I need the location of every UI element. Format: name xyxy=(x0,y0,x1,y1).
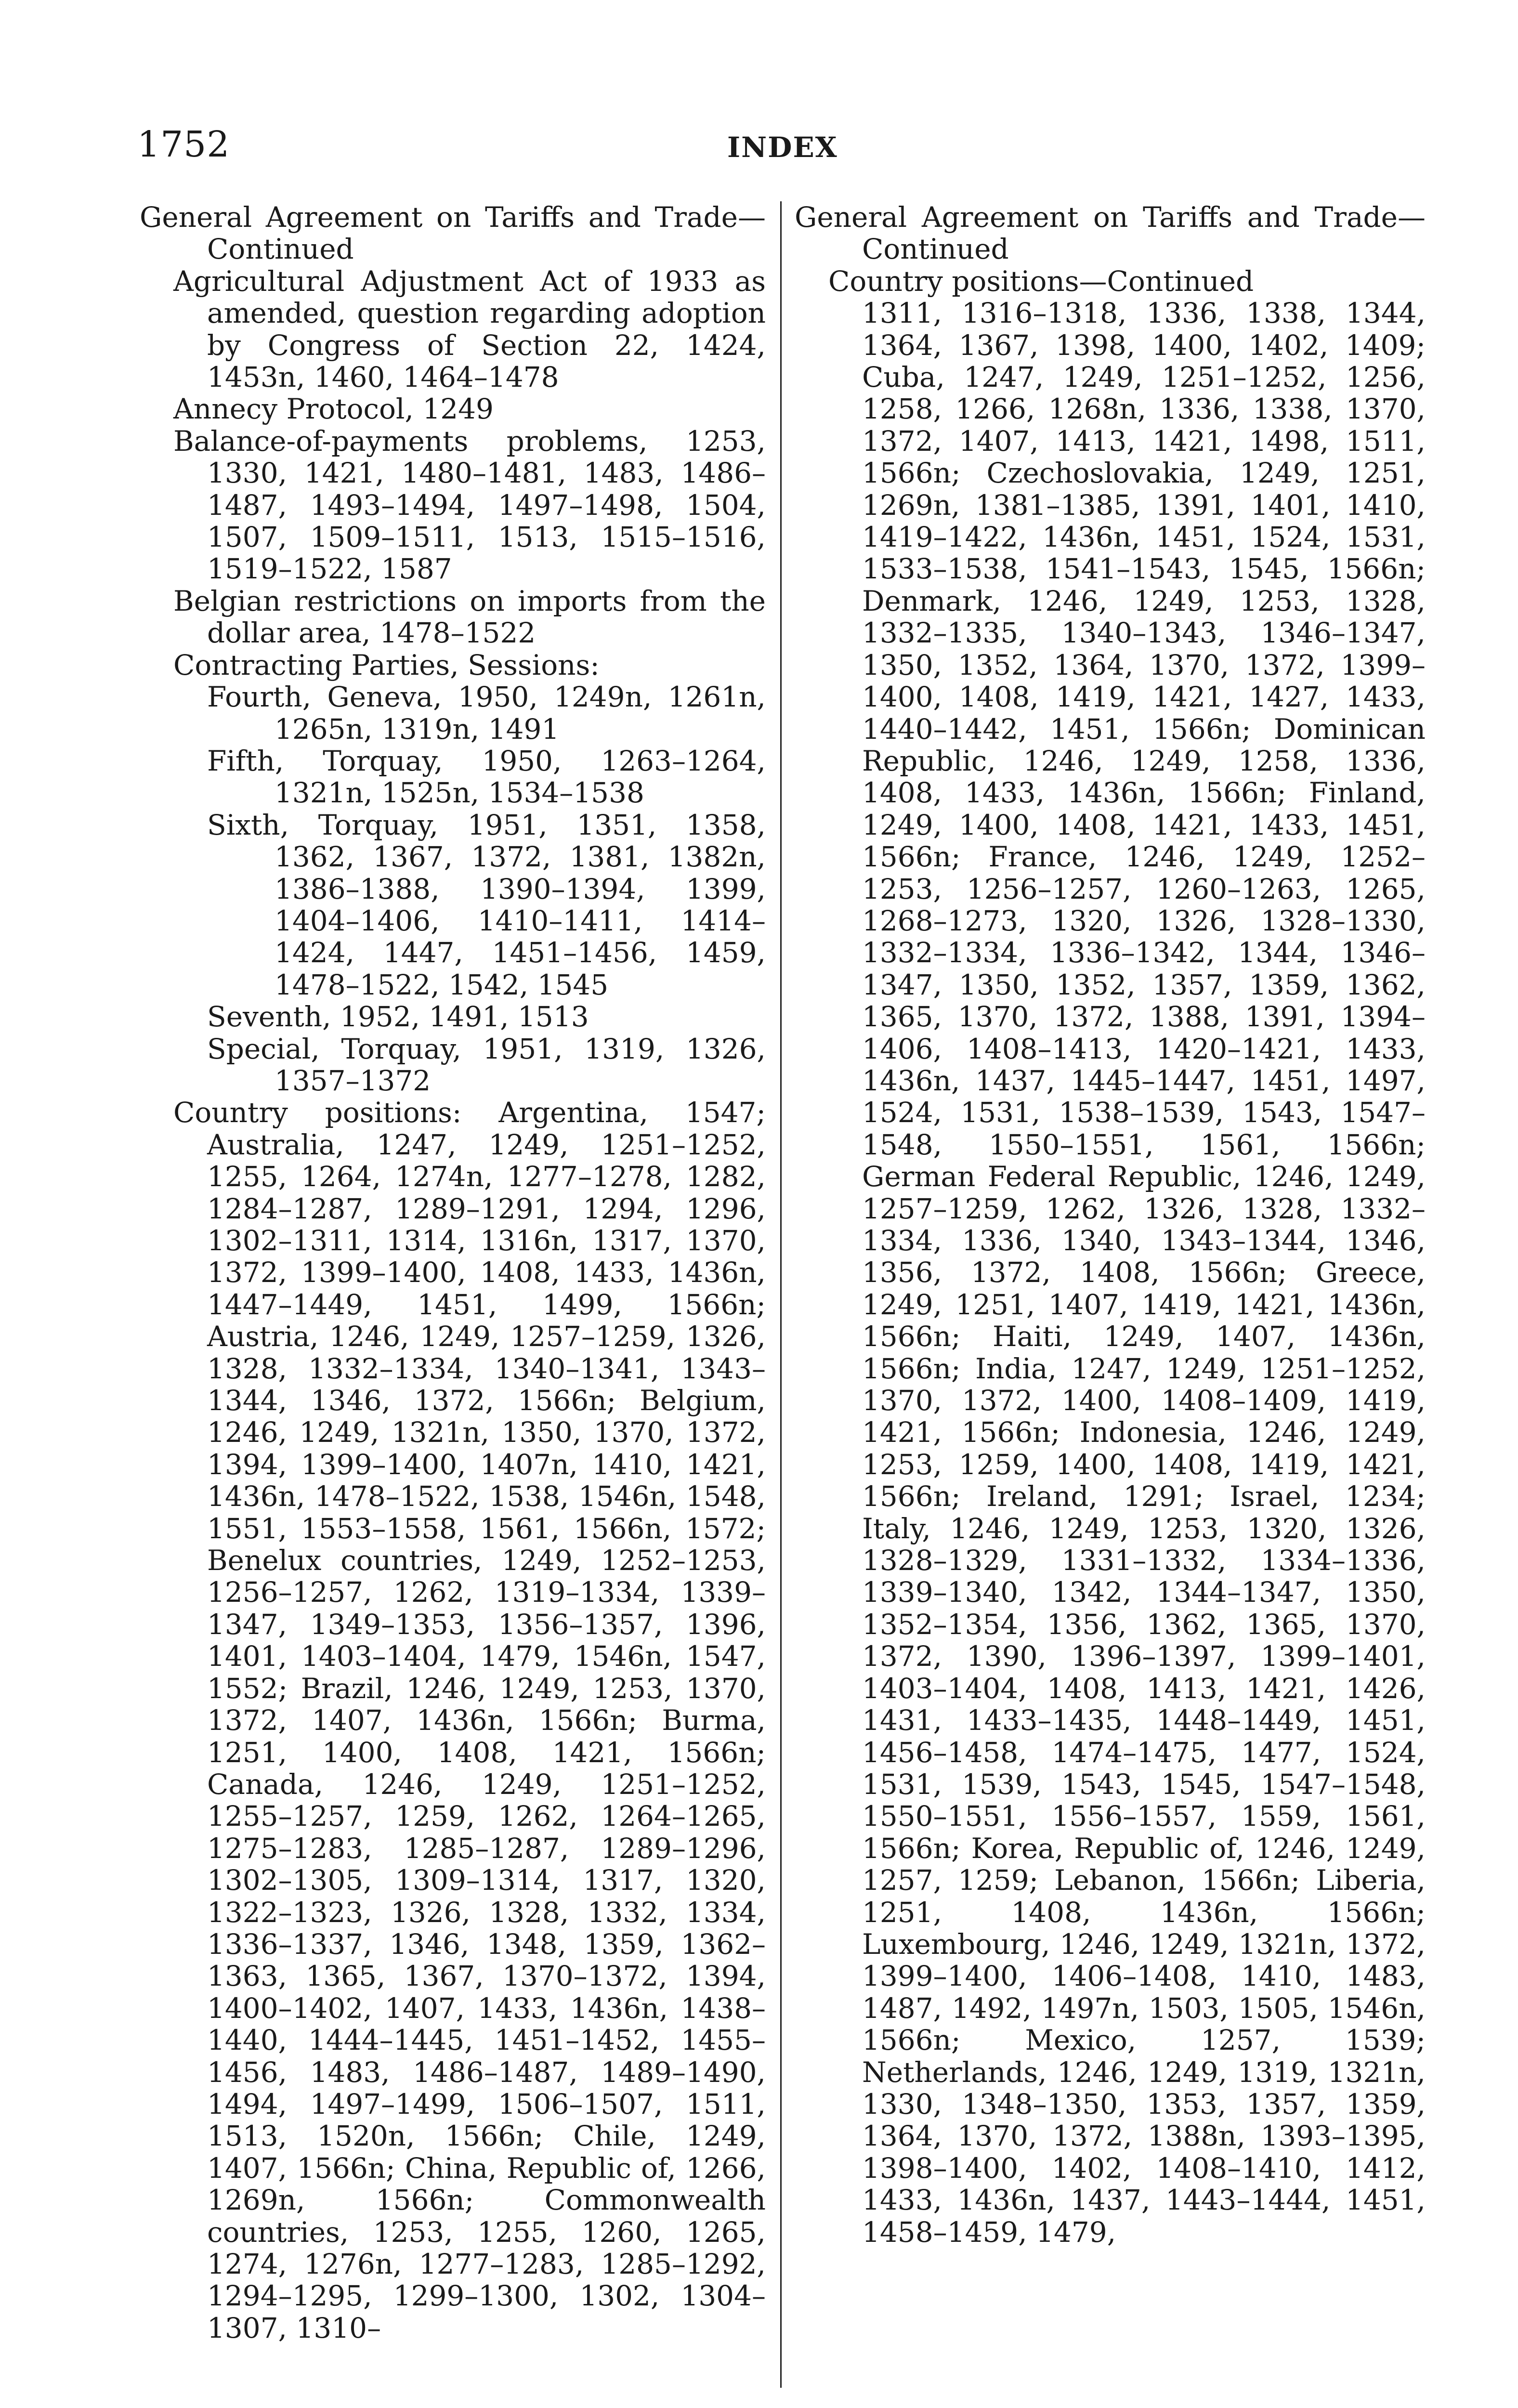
left-column xyxy=(140,201,766,2344)
page-number: 1752 xyxy=(137,124,230,165)
index-entry: Balance-of-payments problems, 1253, 1330, 1421, 1480–1481, 1483, 1486–1487, 1493–1494, 1497–1498, 1504, 1507, 1509–1511, 1513, 1515–1516, 1519–1522, 1587 xyxy=(173,424,766,586)
index-entry: Contracting Parties, Sessions: xyxy=(173,648,600,681)
index-entry: Belgian restrictions on imports from the dollar area, 1478–1522 xyxy=(173,584,766,650)
country-positions-continued: 1311, 1316–1318, 1336, 1338, 1344, 1364, 1367, 1398, 1400, 1402, 1409; Cuba, 1247, 1249, 1251–1252, 1256, 1258, 1266, 1268n, 1336, 1338, 1370, 1372, 1407, 1413, 1421, 1498, 1511, 1566n; Czechoslovakia, 1249, 1251, 1269n, 1381–1385, 1391, 1401, 1410, 1419–1422, 1436n, 1451, 1524, 1531, 1533–1538, 1541–1543, 1545, 1566n; Denmark, 1246, 1249, 1253, 1328, 1332–1335, 1340–1343, 1346–1347, 1350, 1352, 1364, 1370, 1372, 1399–1400, 1408, 1419, 1421, 1427, 1433, 1440–1442, 1451, 1566n; Dominican Republic, 1246, 1249, 1258, 1336, 1408, 1433, 1436n, 1566n; Finland, 1249, 1400, 1408, 1421, 1433, 1451, 1566n; France, 1246, 1249, 1252–1253, 1256–1257, 1260–1263, 1265, 1268–1273, 1320, 1326, 1328–1330, 1332–1334, 1336–1342, 1344, 1346–1347, 1350, 1352, 1357, 1359, 1362, 1365, 1370, 1372, 1388, 1391, 1394–1406, 1408–1413, 1420–1421, 1433, 1436n, 1437, 1445–1447, 1451, 1497, 1524, 1531, 1538–1539, 1543, 1547–1548, 1550–1551, 1561, 1566n; German Federal Republic, 1246, 1249, 1257–1259, 1262, 1326, 1328, 1332–1334, 1336, 1340, 1343–1344, 1346, 1356, 1372, 1408, 1566n; Greece, 1249, 1251, 1407, 1419, 1421, 1436n, 1566n; Haiti, 1249, 1407, 1436n, 1566n; India, 1247, 1249, 1251–1252, 1370, 1372, 1400, 1408–1409, 1419, 1421, 1566n; Indonesia, 1246, 1249, 1253, 1259, 1400, 1408, 1419, 1421, 1566n; Ireland, 1291; Israel, 1234; Italy, 1246, 1249, 1253, 1320, 1326, 1328–1329, 1331–1332, 1334–1336, 1339–1340, 1342, 1344–1347, 1350, 1352–1354, 1356, 1362, 1365, 1370, 1372, 1390, 1396–1397, 1399–1401, 1403–1404, 1408, 1413, 1421, 1426, 1431, 1433–1435, 1448–1449, 1451, 1456–1458, 1474–1475, 1477, 1524, 1531, 1539, 1543, 1545, 1547–1548, 1550–1551, 1556–1557, 1559, 1561, 1566n; Korea, Republic of, 1246, 1249, 1257, 1259; Lebanon, 1566n; Liberia, 1251, 1408, 1436n, 1566n; Luxembourg, 1246, 1249, 1321n, 1372, 1399–1400, 1406–1408, 1410, 1483, 1487, 1492, 1497n, 1503, 1505, 1546n, 1566n; Mexico, 1257, 1539; Netherlands, 1246, 1249, 1319, 1321n, 1330, 1348–1350, 1353, 1357, 1359, 1364, 1370, 1372, 1388n, 1393–1395, 1398–1400, 1402, 1408–1410, 1412, 1433, 1436n, 1437, 1443–1444, 1451, 1458–1459, 1479, xyxy=(862,297,1426,2249)
session-entry: Seventh, 1952, 1491, 1513 xyxy=(207,1000,589,1034)
index-heading: General Agreement on Tariffs and Trade—Continued xyxy=(140,201,766,266)
index-subheading: Country positions—Continued xyxy=(828,264,1254,298)
session-entry: Fourth, Geneva, 1950, 1249n, 1261n, 1265n, 1319n, 1491 xyxy=(207,681,766,746)
right-column xyxy=(795,201,1426,2248)
session-entry: Sixth, Torquay, 1951, 1351, 1358, 1362, 1367, 1372, 1381, 1382n, 1386–1388, 1390–1394, 1399, 1404–1406, 1410–1411, 1414–1424, 1447, 1451–1456, 1459, 1478–1522, 1542, 1545 xyxy=(207,808,766,1001)
country-positions-entry: Country positions: Argentina, 1547; Australia, 1247, 1249, 1251–1252, 1255, 1264, 1274n, 1277–1278, 1282, 1284–1287, 1289–1291, 1294, 1296, 1302–1311, 1314, 1316n, 1317, 1370, 1372, 1399–1400, 1408, 1433, 1436n, 1447–1449, 1451, 1499, 1566n; Austria, 1246, 1249, 1257–1259, 1326, 1328, 1332–1334, 1340–1341, 1343–1344, 1346, 1372, 1566n; Belgium, 1246, 1249, 1321n, 1350, 1370, 1372, 1394, 1399–1400, 1407n, 1410, 1421, 1436n, 1478–1522, 1538, 1546n, 1548, 1551, 1553–1558, 1561, 1566n, 1572; Benelux countries, 1249, 1252–1253, 1256–1257, 1262, 1319–1334, 1339–1347, 1349–1353, 1356–1357, 1396, 1401, 1403–1404, 1479, 1546n, 1547, 1552; Brazil, 1246, 1249, 1253, 1370, 1372, 1407, 1436n, 1566n; Burma, 1251, 1400, 1408, 1421, 1566n; Canada, 1246, 1249, 1251–1252, 1255–1257, 1259, 1262, 1264–1265, 1275–1283, 1285–1287, 1289–1296, 1302–1305, 1309–1314, 1317, 1320, 1322–1323, 1326, 1328, 1332, 1334, 1336–1337, 1346, 1348, 1359, 1362–1363, 1365, 1367, 1370–1372, 1394, 1400–1402, 1407, 1433, 1436n, 1438–1440, 1444–1445, 1451–1452, 1455–1456, 1483, 1486–1487, 1489–1490, 1494, 1497–1499, 1506–1507, 1511, 1513, 1520n, 1566n; Chile, 1249, 1407, 1566n; China, Republic of, 1266, 1269n, 1566n; Commonwealth countries, 1253, 1255, 1260, 1265, 1274, 1276n, 1277–1283, 1285–1292, 1294–1295, 1299–1300, 1302, 1304–1307, 1310– xyxy=(173,1096,766,2344)
index-entry: Agricultural Adjustment Act of 1933 as amended, question regarding adoption by Congress of Section 22, 1424, 1453n, 1460, 1464–1478 xyxy=(173,264,766,394)
session-entry: Fifth, Torquay, 1950, 1263–1264, 1321n, 1525n, 1534–1538 xyxy=(207,744,766,810)
index-heading: General Agreement on Tariffs and Trade—Continued xyxy=(795,201,1426,266)
page-header xyxy=(137,120,1518,169)
index-entry: Annecy Protocol, 1249 xyxy=(173,393,494,426)
running-head: INDEX xyxy=(727,131,838,164)
column-divider xyxy=(780,201,782,2388)
session-entry: Special, Torquay, 1951, 1319, 1326, 1357–1372 xyxy=(207,1032,766,1097)
